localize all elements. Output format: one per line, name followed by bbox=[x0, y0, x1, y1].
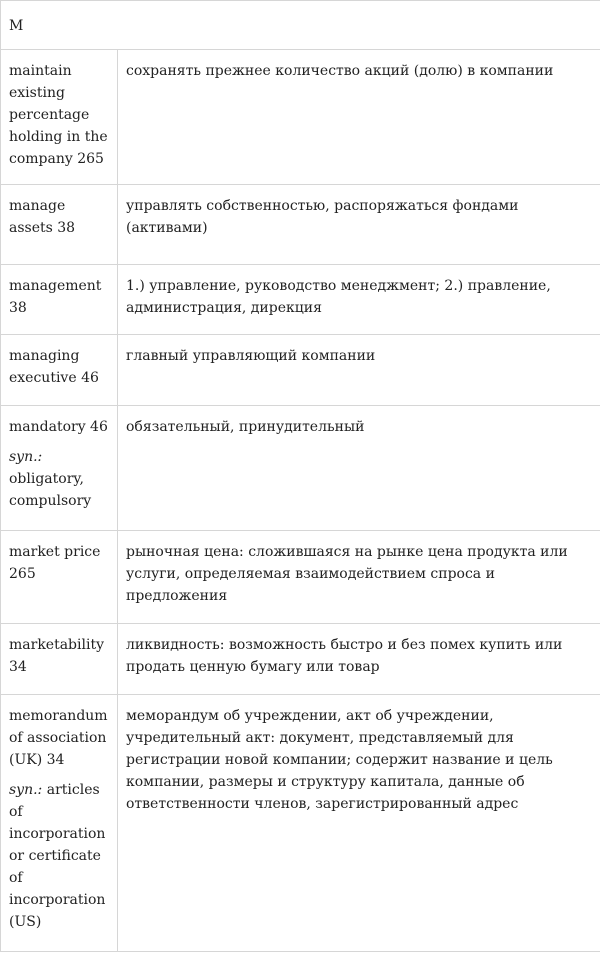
definition-cell: сохранять прежнее количество акций (долю) в компании bbox=[118, 50, 600, 185]
term: maintain existing percentage holding in the company 265 bbox=[9, 63, 108, 167]
term: mandatory 46 bbox=[9, 419, 108, 435]
term: management 38 bbox=[9, 278, 102, 316]
term-cell bbox=[1, 335, 118, 406]
definition-cell: 1.) управление, руководство менеджмент; 2.) правление, администрация, дирекция bbox=[118, 265, 600, 335]
term-cell bbox=[1, 265, 118, 335]
term: memorandum of association (UK) 34 bbox=[9, 708, 108, 768]
term-cell bbox=[1, 185, 118, 265]
synonym-terms: articles of incorporation or certificate of incorporation (US) bbox=[9, 782, 106, 930]
syn-label: syn.: bbox=[9, 449, 43, 465]
definition-cell: рыночная цена: сложившаяся на рынке цена продукта или услуги, определяемая взаимодействием спроса и предложения bbox=[118, 531, 600, 624]
term-cell bbox=[1, 531, 118, 624]
term-cell bbox=[1, 695, 118, 952]
synonyms bbox=[9, 779, 110, 933]
glossary-row bbox=[1, 185, 600, 265]
definition-cell: ликвидность: возможность быстро и без помех купить или продать ценную бумагу или товар bbox=[118, 624, 600, 695]
synonyms bbox=[9, 446, 110, 512]
glossary-row bbox=[1, 531, 600, 624]
glossary-row bbox=[1, 335, 600, 406]
term-cell bbox=[1, 624, 118, 695]
section-letter-row bbox=[1, 1, 600, 50]
syn-label: syn.: bbox=[9, 782, 43, 798]
definition-cell: главный управляющий компании bbox=[118, 335, 600, 406]
term: manage assets 38 bbox=[9, 198, 76, 236]
glossary-row bbox=[1, 695, 600, 952]
glossary-row bbox=[1, 265, 600, 335]
glossary-row bbox=[1, 406, 600, 531]
definition-cell: управлять собственностью, распоряжаться фондами (активами) bbox=[118, 185, 600, 265]
term: market price 265 bbox=[9, 544, 101, 582]
section-letter: M bbox=[1, 1, 600, 50]
term-cell bbox=[1, 50, 118, 185]
synonym-terms: obligatory, compulsory bbox=[9, 471, 92, 509]
term: managing executive 46 bbox=[9, 348, 99, 386]
glossary-row bbox=[1, 624, 600, 695]
definition-cell: обязательный, принудительный bbox=[118, 406, 600, 531]
glossary-row bbox=[1, 50, 600, 185]
term-cell bbox=[1, 406, 118, 531]
term: marketability 34 bbox=[9, 637, 104, 675]
definition-cell: меморандум об учреждении, акт об учреждении, учредительный акт: документ, представляемый для регистрации новой компании; содержит название и цель компании, размеры и структуру капитала, данные об ответственности членов, зарегистрированный адрес bbox=[118, 695, 600, 952]
